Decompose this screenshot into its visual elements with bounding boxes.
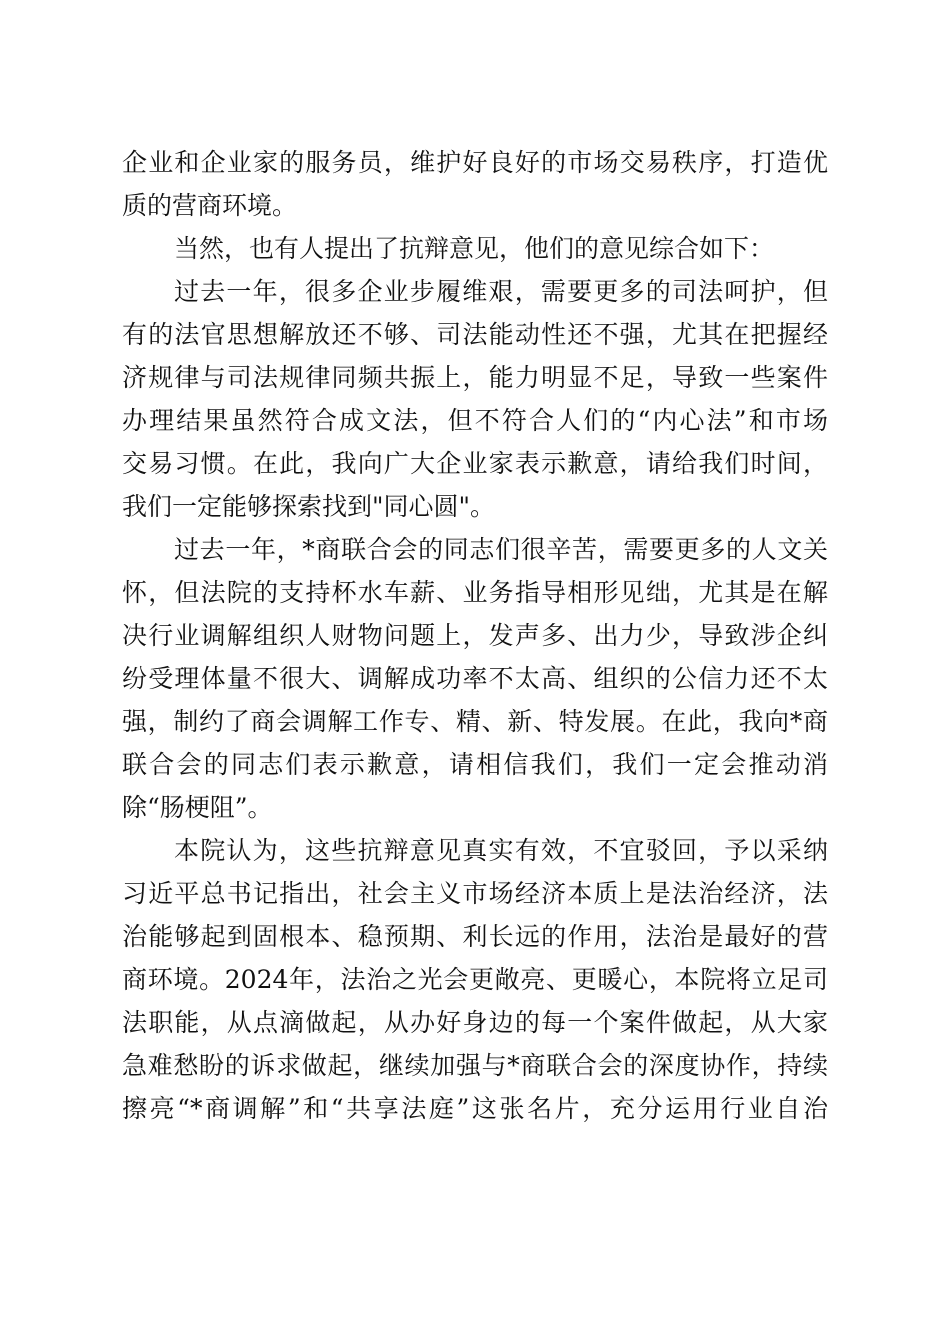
text-line: 本院认为，这些抗辩意见真实有效，不宜驳回，予以采纳 [174,836,828,865]
text-line: 过去一年，很多企业步履维艰，需要更多的司法呵护，但 [174,277,828,306]
text-line: 急难愁盼的诉求做起，继续加强与*商联合会的深度协作，持续 [122,1051,828,1080]
text-line: 联合会的同志们表示歉意，请相信我们，我们一定会推动消 [122,750,828,779]
text-line: 擦亮“*商调解”和“共享法庭”这张名片，充分运用行业自治 [122,1094,828,1123]
text-line: 当然，也有人提出了抗辩意见，他们的意见综合如下： [174,234,775,263]
paragraph [122,141,828,227]
text-line: 交易习惯。在此，我向广大企业家表示歉意，请给我们时间， [122,449,828,478]
text-line: 法职能，从点滴做起，从办好身边的每一个案件做起，从大家 [122,1008,828,1037]
text-line: 企业和企业家的服务员，维护好良好的市场交易秩序，打造优 [122,148,828,177]
paragraph [122,872,828,1130]
text-line: 我们一定能够探索找到"同心圆"。 [122,492,495,521]
document-body [122,141,828,1130]
text-line: 怀，但法院的支持杯水车薪、业务指导相形见绌，尤其是在解 [122,578,828,607]
text-line: 纷受理体量不很大、调解成功率不太高、组织的公信力还不太 [122,664,828,693]
paragraph [122,270,828,528]
paragraph [122,227,828,270]
text-line: 商环境。2024年，法治之光会更敞亮、更暖心，本院将立足司 [122,965,828,994]
text-line: 办理结果虽然符合成文法，但不符合人们的“内心法”和市场 [122,406,828,435]
text-line: 决行业调解组织人财物问题上，发声多、出力少，导致涉企纠 [122,621,828,650]
text-line: 治能够起到固根本、稳预期、利长远的作用，法治是最好的营 [122,922,828,951]
paragraph [122,528,828,829]
paragraph [122,829,828,872]
text-line: 习近平总书记指出，社会主义市场经济本质上是法治经济，法 [122,879,828,908]
text-line: 济规律与司法规律同频共振上，能力明显不足，导致一些案件 [122,363,828,392]
text-line: 有的法官思想解放还不够、司法能动性还不强，尤其在把握经 [122,320,828,349]
text-line: 过去一年，*商联合会的同志们很辛苦，需要更多的人文关 [174,535,828,564]
text-line: 除“肠梗阻”。 [122,793,273,822]
text-line: 质的营商环境。 [122,191,298,220]
text-line: 强，制约了商会调解工作专、精、新、特发展。在此，我向*商 [122,707,828,736]
